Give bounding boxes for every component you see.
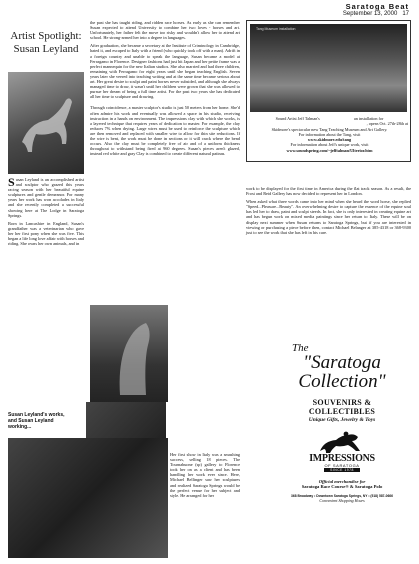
ad-official-2: Saratoga Race Course® & Saratoga Polo (301, 484, 383, 489)
ad-collection: Collection" (298, 371, 386, 392)
tang-line-3: Skidmore's spectacular new Tang Teaching Museum and Art Gallery. (271, 126, 388, 132)
ad-tagline: Unique Gifts, Jewelry & Toys (308, 417, 376, 423)
ad-saratoga: "Saratoga (303, 352, 381, 373)
article-paragraph: Susan Leyland is an accomplished artist and sculptor who grazed this years racing season with her beautiful equine sculptures and gentle demeanor. For many years her work has won accolades in Italy and she recently completed a successful showing here at The Lodge in Saratoga Springs. (8, 175, 84, 218)
article-paragraph: Through coincidence, a master sculptor's studio is just 50 meters from her home. She'd often admire his work and eventually was allowed a space in his studio, receiving instruction in a hands on environment. The impressions clay with which she works, is a layered technique that requires years of dedication to master. For example, the clay reduces 7% when drying. Large wires must be used to reinforce the sculpture which are then removed and replaced with smaller wire to allow for thin site reductions. If the wire is bent, the work must be done in sections or it will crack where the bend occurs. Also the clay must be completely free of air and of a uniform thickness throughout to withstand being fired at 960 degrees. Susan's pieces aren't glazed, instead red white and gray Clay is combined to create different natural patinas. (90, 105, 240, 157)
impressions-since: SINCE 1978 (324, 468, 360, 472)
tang-link[interactable]: www.skidmore.edu/tang (307, 137, 352, 143)
horse-head-sculpture-icon (90, 305, 168, 405)
date-text: September 13, 2000 (342, 11, 398, 17)
article-column-3 (246, 186, 411, 238)
photo-banner-text: Tang Museum installation (256, 27, 296, 31)
sculpture-photo-2 (90, 305, 168, 405)
impressions-logo (302, 429, 382, 473)
sculpture-photo-1 (8, 72, 84, 174)
tang-ad-text (251, 116, 408, 153)
talman-link[interactable]: www.soundspring.com/~jefftalman/Ulterior.htm (286, 147, 373, 153)
saratoga-collection-ad (282, 342, 402, 558)
article-paragraph: Her first show in Italy was a smashing success, selling 18 pieces. The Tournabuone (sp) gallery to Florence took her on as a client and has been handling her work ever since. Here, Michael Bellinger saw her sculptures and realized Saratoga Springs would be the perfect venue for her subject and style. He arranged for her (170, 452, 240, 498)
artist-photo (8, 438, 168, 558)
ad-address: 368 Broadway • Downtown Saratoga Springs, NY • (518) 587-0666 (291, 494, 393, 498)
photo-caption: Susan Leyland's works, and Susan Leyland working... (8, 412, 65, 430)
publication-name: Saratoga Beat (345, 2, 409, 11)
ad-official-1: Official merchandise for (318, 479, 366, 484)
ad-hours: Convenient Shopping Hours (319, 498, 365, 503)
issue-date (343, 11, 409, 17)
article-paragraph: When asked what three words came into her mind when she heard the word horse, she replied "Speed...Pleasure...Beauty". An overwhelming desire to capture the essence of the equine soul has led her to draw, paint and sculpt steeds. In fact, she is only interested in creating equine art and has begun work on mixed media paintings since her return to Italy. These will be on display next summer when Susan returns to Saratoga Springs, but if you are interested in viewing or purchasing a piece before then, contact Michael Belanger at 385-4318 or 368-9300 just to see the work that she has left in his care. (246, 199, 411, 235)
ad-the: The (292, 342, 309, 354)
ad-souvenirs: SOUVENIRS & (312, 398, 372, 407)
tang-line-4: For information about the Tang, visit (298, 131, 361, 137)
article-column-2 (90, 20, 240, 159)
article-title (8, 30, 84, 56)
title-line-2: Susan Leyland (13, 43, 79, 55)
impressions-wordmark: IMPRESSIONS (309, 453, 375, 464)
ad-collectibles: COLLECTIBLES (308, 407, 376, 416)
article-paragraph: Born in Lancashire in England, Susan's grandfather was a veterinarian who gave her her first pony when she was five. This began a life long love affair with horses and riding. She owns her own animals, and in (8, 220, 84, 247)
horse-sculpture-icon (8, 72, 84, 174)
article-paragraph: After graduation, she became a secretary at the Institute of Criminology in Cambridge, hated it, and escaped to Italy with a friend (who quickly took off with a man). Adrift in a foreign country and unable to speak the language, Susan became a model at Ferragamo in Florence. Designer fashions had just hit Japan and her petite frame was a perfect mannequin for the new Italian studios. She also married and had three children, remaining with Ferragamo for eight years until she began teaching English. Seven years later she veered into teaching writing and at the same time became serious about art. Her great desire to sculpt and paint horses never subsided, and although she always managed time to draw, it wasn't until her children were grown that she was allowed to pursue her dream of being a full time artist. For the past two years she has dedicated all her time to sculpture and drawing. (90, 43, 240, 100)
tang-line-1: Sound Artist Jeff Talman's an installation for (275, 116, 384, 121)
racehorse-icon (302, 429, 382, 455)
article-column-1 (8, 177, 84, 249)
artist-photo-top (86, 402, 166, 438)
impressions-subtitle: OF SARATOGA (324, 463, 360, 468)
drop-cap: S (8, 175, 15, 189)
tang-line-2: , opens Oct. 27th-28th at (366, 121, 408, 127)
title-line-1: Artist Spotlight: (10, 30, 82, 42)
page-number: 17 (402, 11, 409, 17)
tang-line-6: For information about Jeff's unique work, visit (290, 142, 369, 148)
article-column-2-lower (170, 452, 240, 501)
tang-ad-box (246, 20, 411, 162)
article-paragraph: work to be displayed for the first time in America during the flat track season. As a result, the Frost and Reid Gallery has now decided to represent her in London. (246, 186, 411, 197)
installation-photo (250, 24, 407, 112)
article-paragraph: the past she has taught riding, and ridden race horses. As early as she can remember Susan expected to attend University to combine her two loves - horses and art. Unfortunately, her father felt the move too risky and wouldn't allow her to attend art school. He strong-armed her into a degree in languages. (90, 20, 240, 41)
